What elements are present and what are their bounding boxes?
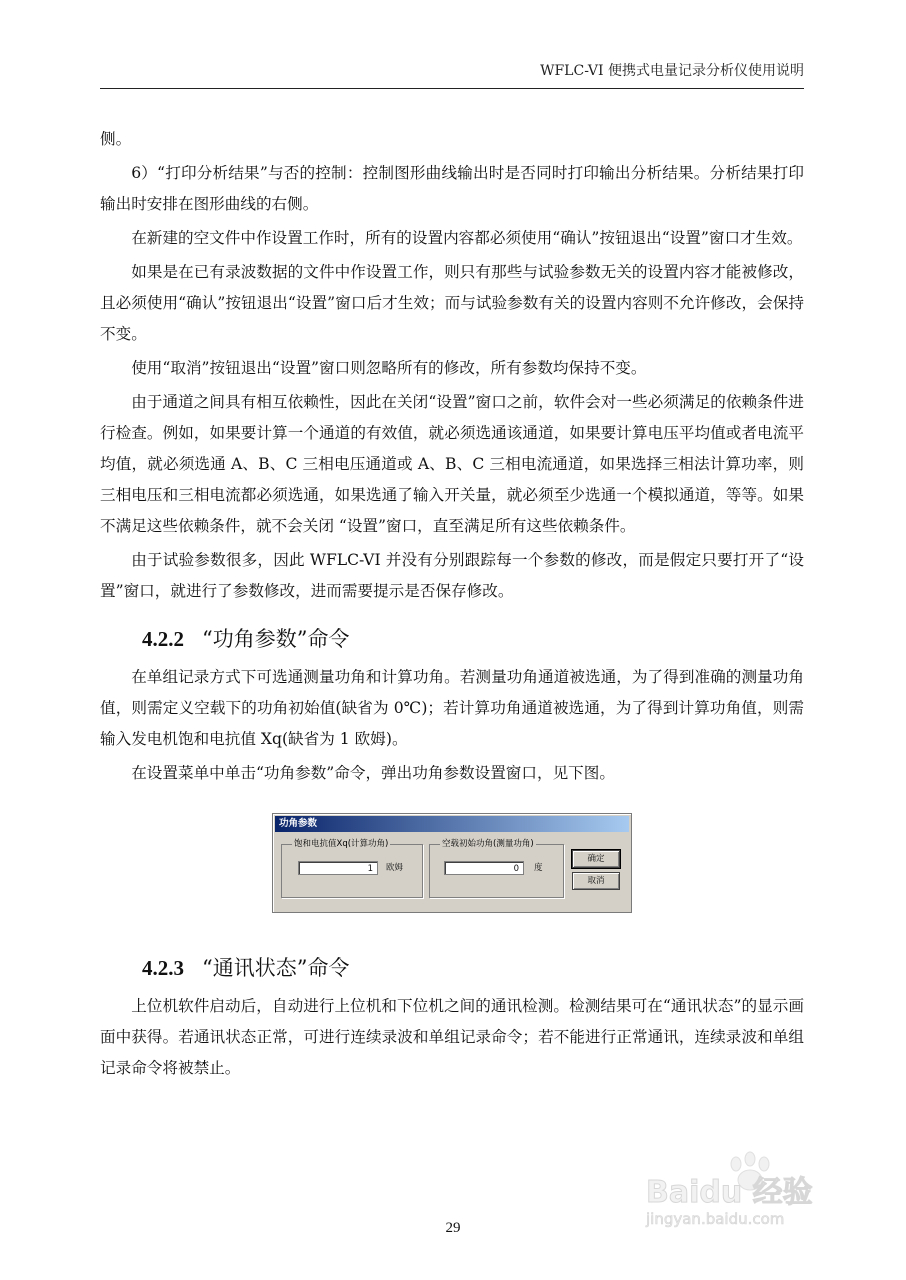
page-number: 29 bbox=[445, 1220, 461, 1236]
section-number: 4.2.2 bbox=[142, 627, 184, 651]
cancel-button[interactable]: 取消 bbox=[572, 872, 620, 890]
xq-group bbox=[281, 839, 423, 898]
paragraph: 使用“取消”按钮退出“设置”窗口则忽略所有的修改，所有参数均保持不变。 bbox=[131, 359, 647, 377]
section-title: “功角参数”命令 bbox=[202, 627, 350, 651]
section-heading-4-2-2 bbox=[142, 624, 804, 654]
xq-group-label: 饱和电抗值Xq(计算功角) bbox=[294, 839, 389, 849]
watermark-url: jingyan.baidu.com bbox=[646, 1210, 785, 1228]
paragraph: 在单组记录方式下可选通测量功角和计算功角。若测量功角通道被选通，为了得到准确的测量功角值，则需定义空载下的功角初始值(缺省为 0℃)；若计算功角通道被选通，为了得到计算功角值，则需输入发电机饱和电抗值 Xq(缺省为 1 欧姆)。 bbox=[100, 668, 804, 748]
paragraph: 上位机软件启动后，自动进行上位机和下位机之间的通讯检测。检测结果可在“通讯状态”的显示画面中获得。若通讯状态正常，可进行连续录波和单组记录命令；若不能进行正常通讯，连续录波和单组记录命令将被禁止。 bbox=[100, 997, 804, 1077]
section-heading-4-2-3 bbox=[142, 953, 804, 983]
initial-angle-input[interactable]: 0 bbox=[444, 861, 524, 875]
section-title: “通讯状态”命令 bbox=[202, 956, 350, 980]
watermark-logo-text: Baidu 经验 bbox=[646, 1175, 813, 1210]
initial-angle-unit: 度 bbox=[534, 863, 543, 873]
paragraph: 在新建的空文件中作设置工作时，所有的设置内容都必须使用“确认”按钮退出“设置”窗口才生效。 bbox=[131, 229, 803, 247]
initial-angle-group-label: 空载初始功角(测量功角) bbox=[442, 839, 534, 849]
baidu-jingyan-watermark bbox=[640, 1150, 870, 1230]
power-angle-dialog bbox=[272, 813, 632, 913]
ok-button[interactable]: 确定 bbox=[572, 850, 620, 868]
header-rule bbox=[100, 88, 804, 89]
paragraph: 在设置菜单中单击“功角参数”命令，弹出功角参数设置窗口，见下图。 bbox=[131, 764, 615, 782]
xq-unit: 欧姆 bbox=[386, 863, 404, 873]
paragraph: 由于试验参数很多，因此 WFLC-VI 并没有分别跟踪每一个参数的修改，而是假定只要打开了“设置”窗口，就进行了参数修改，进而需要提示是否保存修改。 bbox=[100, 551, 804, 600]
running-header: WFLC-VI 便携式电量记录分析仪使用说明 bbox=[540, 63, 804, 79]
paragraph: 6）“打印分析结果”与否的控制：控制图形曲线输出时是否同时打印输出分析结果。分析结果打印输出时安排在图形曲线的右侧。 bbox=[100, 164, 804, 213]
paragraph: 侧。 bbox=[100, 130, 132, 148]
xq-input[interactable]: 1 bbox=[298, 861, 378, 875]
section-number: 4.2.3 bbox=[142, 956, 184, 980]
paragraph: 由于通道之间具有相互依赖性，因此在关闭“设置”窗口之前，软件会对一些必须满足的依赖条件进行检查。例如，如果要计算一个通道的有效值，就必须选通该通道，如果要计算电压平均值或者电流平均值，就必须选通 A、B、C 三相电压通道或 A、B、C 三相电流通道，如果选择三相法计算功率，则三相电压和三相电流都必须选通，如果选通了输入开关量，就必须至少选通一个模拟通道，等等。如果不满足这些依赖条件，就不会关闭 “设置”窗口，直至满足所有这些依赖条件。 bbox=[100, 393, 804, 535]
paragraph: 如果是在已有录波数据的文件中作设置工作，则只有那些与试验参数无关的设置内容才能被修改，且必须使用“确认”按钮退出“设置”窗口后才生效；而与试验参数有关的设置内容则不允许修改，会保持不变。 bbox=[100, 263, 804, 343]
dialog-title-bar: 功角参数 bbox=[275, 816, 629, 832]
initial-angle-group bbox=[429, 839, 564, 898]
document-body bbox=[100, 124, 804, 1087]
